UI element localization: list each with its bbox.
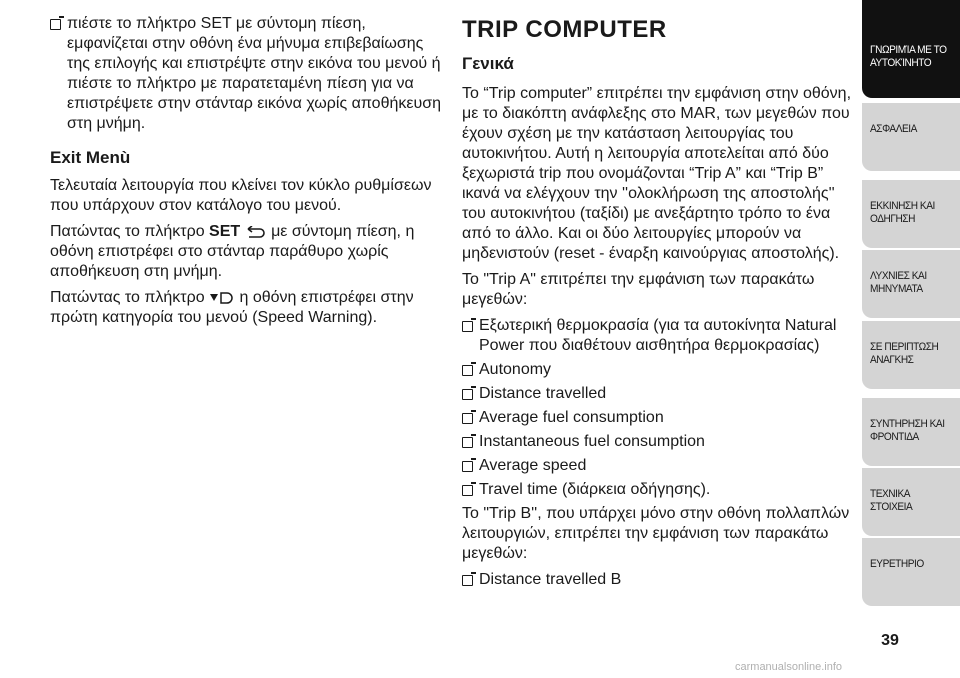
list-item-text: Distance travelled (479, 385, 607, 402)
chapter-tab[interactable] (862, 538, 960, 606)
chapter-tab[interactable] (862, 321, 960, 389)
chapter-tab-label: ΤΕΧΝΙΚΑ ΣΤΟΙΧΕΙΑ (870, 488, 913, 513)
paragraph (50, 222, 442, 282)
checkbox-bullet-icon (462, 437, 473, 448)
text-run: με σύντομη πίεση, η οθόνη επιστρέφει στο στάνταρ παράθυρο χωρίς αποθήκευση στη μνήμη. (50, 223, 415, 280)
list-item-text: Autonomy (479, 361, 552, 378)
list-item (462, 408, 852, 428)
list-item (462, 360, 852, 380)
chapter-tab[interactable] (862, 103, 960, 171)
chapter-tab-label: ΑΣΦΑΛΕΙΑ (870, 123, 917, 135)
list-item-text: Travel time (διάρκεια οδήγησης). (479, 481, 711, 498)
left-column (50, 14, 442, 334)
chapter-tab-label: ΓΝΩΡΙΜΊΑ ΜΕ ΤΟ ΑΥΤΟΚΊΝΗΤΟ (870, 44, 947, 69)
list-item-text: Εξωτερική θερμοκρασία (για τα αυτοκίνητα Natural Power που διαθέτουν αισθητήρα θερμοκρασίας) (479, 317, 837, 354)
watermark: carmanualsonline.info (735, 661, 843, 673)
set-key-label: SET (209, 223, 241, 240)
exit-menu-heading: Exit Menù (50, 148, 131, 167)
list-item (462, 480, 852, 500)
paragraph (50, 288, 442, 328)
list-item-text: Distance travelled B (479, 571, 622, 588)
page-number: 39 (881, 632, 899, 649)
text-run: Πατώντας το πλήκτρο (50, 223, 205, 240)
down-button-icon (209, 291, 235, 305)
list-item-text: Instantaneous fuel consumption (479, 433, 705, 450)
checkbox-bullet-icon (462, 365, 473, 376)
chapter-tab-label: ΣΥΝΤΗΡΗΣΗ ΚΑΙ ΦΡΟΝΤΙΔΑ (870, 418, 945, 443)
list-item (462, 570, 852, 590)
trip-a-list (462, 316, 852, 500)
chapter-tab-label: ΛΥΧΝΙΕΣ ΚΑΙ ΜΗΝΥΜΑΤΑ (870, 270, 927, 295)
checkbox-bullet-icon (462, 413, 473, 424)
checkbox-bullet-icon (462, 485, 473, 496)
checkbox-bullet-icon (462, 321, 473, 332)
bullet-text: πιέστε το πλήκτρο SET με σύντομη πίεση, εμφανίζεται στην οθόνη ένα μήνυμα επιβεβαίωσης της επιλογής και επιστρέψτε στην εικόνα του μενού ή πιέστε το πλήκτρο με παρατεταμένη πίεση για να επιστρέψετε στην στάνταρ εικόνα χωρίς αποθήκευση στη μνήμη. (67, 15, 442, 132)
list-item (462, 456, 852, 476)
text-run: Πατώντας το πλήκτρο (50, 289, 205, 306)
set-button-icon (245, 226, 267, 238)
checkbox-bullet-icon (462, 461, 473, 472)
chapter-tab[interactable] (862, 468, 960, 536)
chapter-tab-label: ΣΕ ΠΕΡΙΠΤΩΣΗ ΑΝΑΓΚΗΣ (870, 341, 939, 366)
list-item (462, 316, 852, 356)
checkbox-bullet-icon (462, 389, 473, 400)
right-column (462, 14, 852, 594)
chapter-tab[interactable] (862, 0, 960, 98)
list-item (462, 384, 852, 404)
checkbox-bullet-icon (50, 19, 61, 30)
list-item (50, 14, 442, 134)
chapter-tabs (862, 0, 960, 678)
section-title: TRIP COMPUTER (462, 16, 667, 43)
paragraph: Τελευταία λειτουργία που κλείνει τον κύκλο ρυθμίσεων που υπάρχουν στον κατάλογο του μενού. (50, 177, 432, 214)
chapter-tab-label: ΕΚΚΙΝΗΣΗ ΚΑΙ ΟΔΗΓΗΣΗ (870, 200, 935, 225)
paragraph: Το "Trip A" επιτρέπει την εμφάνιση των παρακάτω μεγεθών: (462, 271, 815, 308)
trip-b-list (462, 570, 852, 590)
checkbox-bullet-icon (462, 575, 473, 586)
text-run: η οθόνη επιστρέφει στην πρώτη κατηγορία του μενού (Speed Warning). (50, 289, 414, 326)
list-item (462, 432, 852, 452)
list-item-text: Average speed (479, 457, 587, 474)
subsection-title: Γενικά (462, 54, 514, 73)
list-item-text: Average fuel consumption (479, 409, 664, 426)
paragraph: Το "Trip B'', που υπάρχει μόνο στην οθόνη πολλαπλών λειτουργιών, επιτρέπει την εμφάνιση των παρακάτω μεγεθών: (462, 505, 850, 562)
chapter-tab-label: ΕΥΡΕΤΗΡΙΟ (870, 558, 924, 570)
chapter-tab[interactable] (862, 398, 960, 466)
chapter-tab[interactable] (862, 250, 960, 318)
paragraph: Το “Trip computer” επιτρέπει την εμφάνιση στην οθόνη, με το διακόπτη ανάφλεξης στο MAR, των μεγεθών που έχουν σχέση με την κατάσταση λειτουργίας του αυτοκινήτου. Αυτή η λειτουργία αποτελείται από δύο ξεχωριστά trip που ονομάζονται “Trip A” και “Trip B” ικανά να ελέγχουν την ''ολοκλήρωση της αποστολής'' του αυτοκινήτου (ταξίδι) με ανεξάρτητο τρόπο το ένα από το άλλο. Και οι δύο λειτουργίες μπορούν να μηδενιστούν (reset - έναρξη καινούργιας αποστολής). (462, 85, 852, 262)
chapter-tab[interactable] (862, 180, 960, 248)
